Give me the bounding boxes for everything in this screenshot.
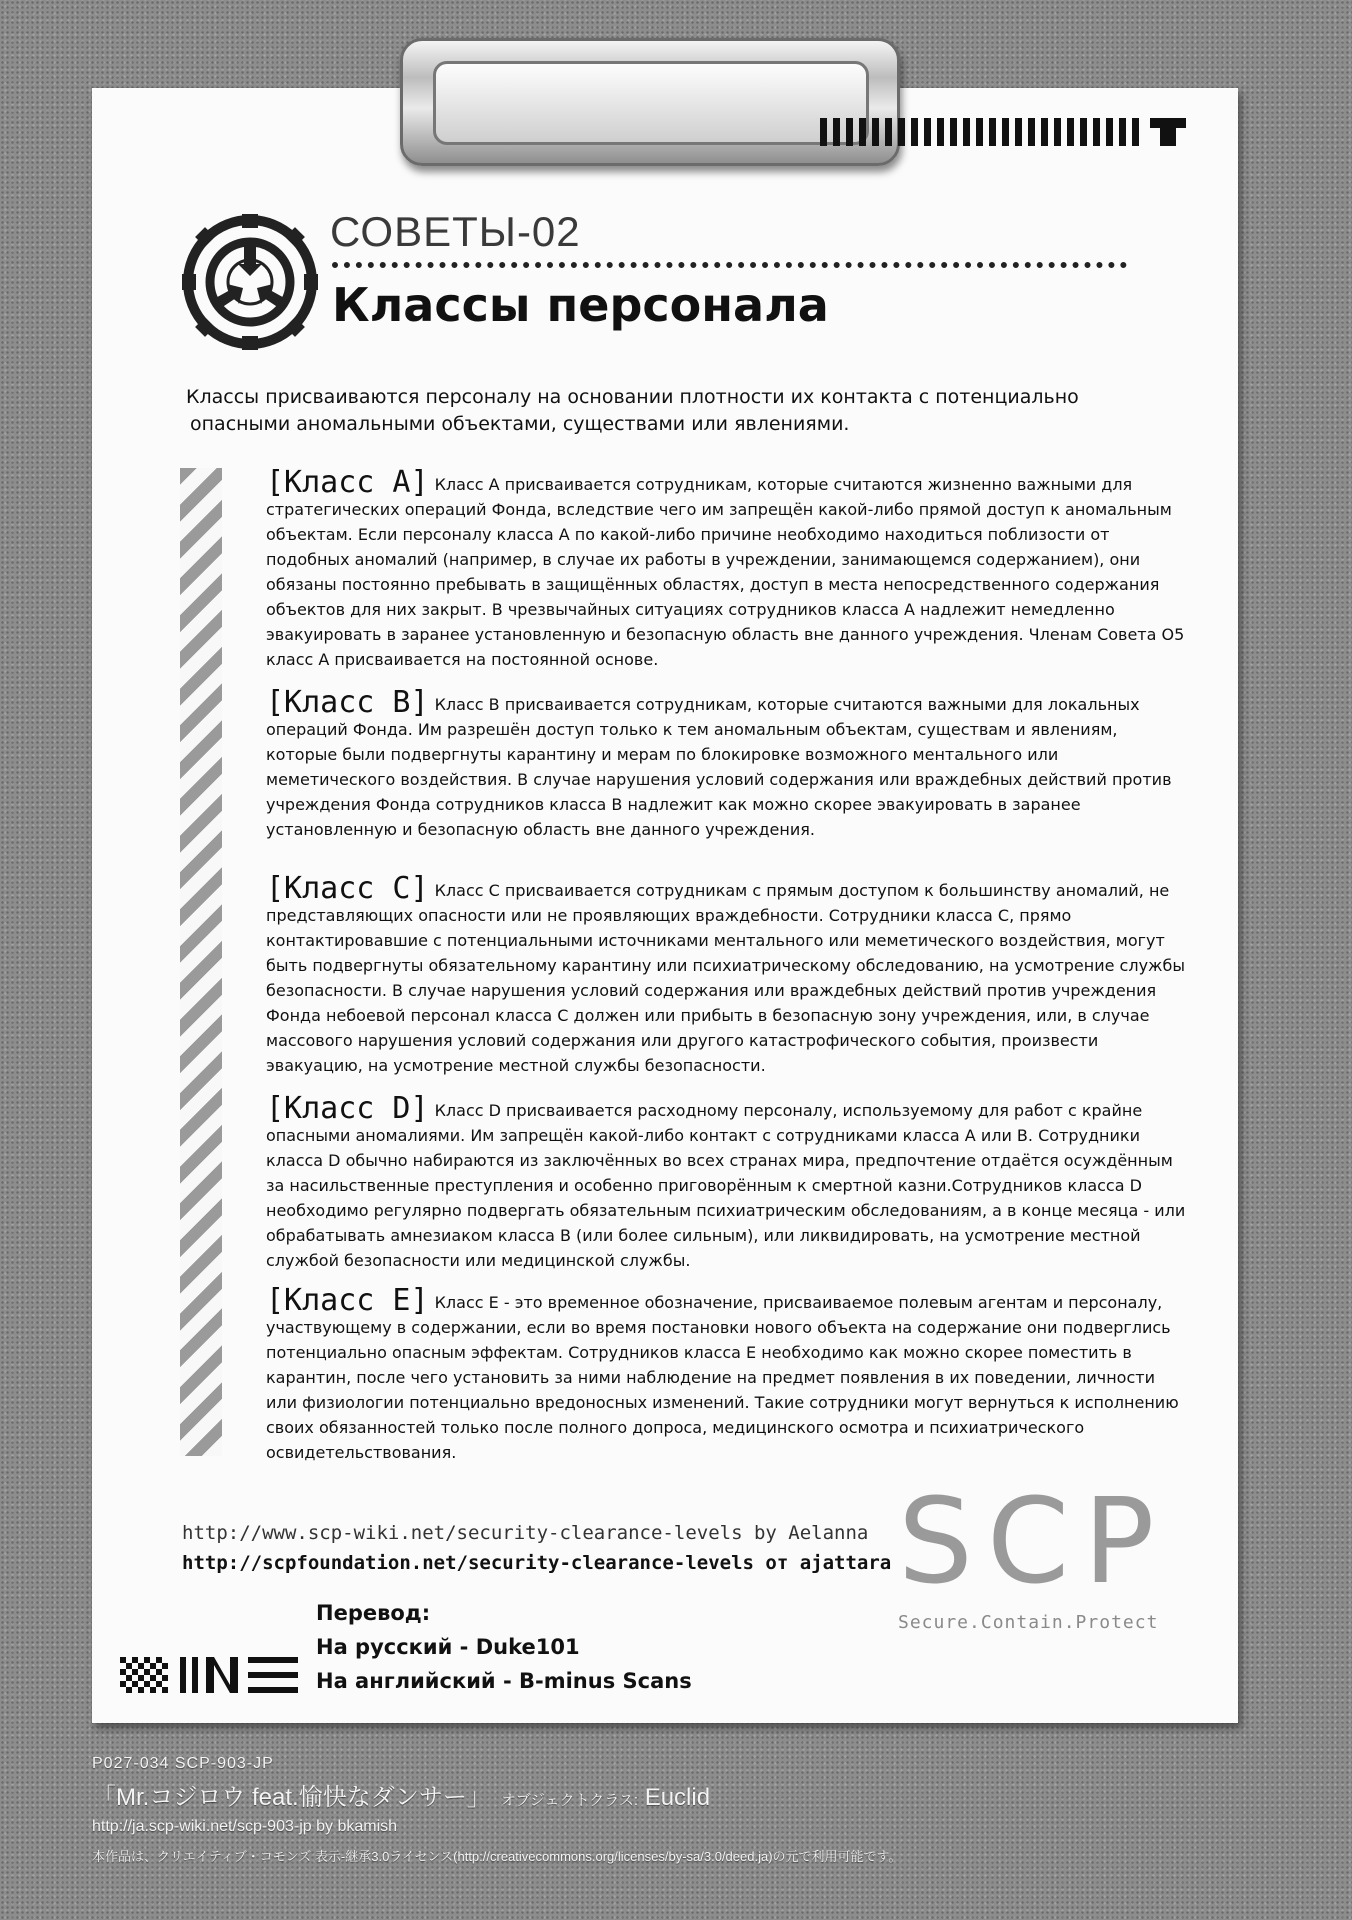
barcode-t-stem [1160, 128, 1176, 146]
footer-title-line [92, 1777, 901, 1812]
page-title: СОВЕТЫ-02 [330, 208, 581, 255]
barcode-t-mark [1150, 118, 1186, 128]
object-class-value: Euclid [644, 1784, 711, 1811]
intro-line: опасными аномальными объектами, существами или явлениями. [190, 413, 850, 435]
class-a-text: Класс А присваивается сотрудникам, которые считаются жизненно важными для стратегических операций Фонда, вследствие чего им запрещён какой-либо прямой доступ к аномальным объектам. Если персоналу класса А по какой-либо причине необходимо находиться поблизости от подобных аномалий (например, в случае их работы в учреждении, занимающемся содержанием), они обязаны постоянно пребывать в защищённых областях, доступ в места непосредственного содержания объектов для них закрыт. В чрезвычайных ситуациях сотрудников класса А надлежит немедленно эвакуировать в заранее установленную и безопасную область вне данного учреждения. Членам Совета О5 класс А присваивается на постоянной основе. [266, 475, 1185, 669]
class-d-tag: [Класс D] [266, 1091, 429, 1126]
class-c-text: Класс C присваивается сотрудникам с прямым доступом к большинству аномалий, не представляющих опасности или не проявляющих враждебности. Сотрудники класса C, прямо контактировавшие с потенциальными источниками ментального или меметического воздействия, могут быть подвергнуты обязательному карантину или психиатрическому обследованию, на усмотрение службы безопасности. В случае нарушения условий содержания или враждебных действий против учреждения Фонда небоевой персонал класса C должен или прибыть в безопасную зону учреждения, или, в случае массового нарушения условий содержания или другого катастрофического события, произвести эвакуацию, на усмотрение местной службы безопасности. [266, 881, 1185, 1075]
class-b-tag: [Класс B] [266, 685, 429, 720]
translation-ru: На русский - Duke101 [316, 1635, 580, 1659]
class-c-block [266, 871, 1186, 1078]
class-e-tag: [Класс E] [266, 1283, 429, 1318]
class-e-block [266, 1283, 1186, 1465]
source-link-ru[interactable]: http://scpfoundation.net/security-clearance-levels от ajattara [182, 1552, 892, 1574]
clip-window [433, 61, 869, 145]
barcode-strip [820, 118, 1139, 146]
dotted-divider [332, 262, 1127, 268]
clipboard-clip [400, 38, 900, 166]
class-c-tag: [Класс C] [266, 871, 429, 906]
footer-title: 「Mr.コジロウ feat.愉快なダンサー」 [92, 1784, 491, 1811]
class-b-text: Класс B присваивается сотрудникам, которые считаются важными для локальных операций Фонда. Им разрешён доступ только к тем аномальным объектам, существам и явлениям, которые были подвергнуты карантину и мерам по блокировке возможного ментального или меметического воздействия. В случае нарушения условий содержания или враждебных действий против учреждения Фонда сотрудников класса B надлежит как можно скорее эвакуировать в заранее установленную и безопасную область вне данного учреждения. [266, 695, 1172, 839]
source-link-en[interactable]: http://www.scp-wiki.net/security-clearance-levels by Aelanna [182, 1522, 869, 1544]
class-d-block [266, 1091, 1186, 1273]
class-d-text: Класс D присваивается расходному персоналу, используемому для работ с крайне опасными аномалиями. Им запрещён какой-либо контакт с сотрудниками класса A или B. Сотрудники класса D обычно набираются из заключённых во всех странах мира, предпочтение отдаётся осуждённым за насильственные преступления и особенно приговорённым к смертной казни.Сотрудников класса D необходимо регулярно подвергать обязательным психиатрическим обследованиям, а в конце месяца - или обрабатывать амнезиаком класса B (или более сильным), или ликвидировать, на усмотрение местной службой безопасности или медицинской службы. [266, 1101, 1186, 1270]
hazard-stripes [180, 468, 222, 1456]
scp-logo-icon [180, 212, 320, 352]
class-a-block [266, 465, 1186, 672]
page-footer [92, 1755, 901, 1865]
page-subtitle: Классы персонала [332, 278, 829, 332]
source-links [182, 1518, 891, 1578]
footer-code: P027-034 SCP-903-JP [92, 1755, 274, 1772]
checker-mark-icon [120, 1657, 300, 1693]
translation-credits [316, 1596, 692, 1698]
object-class-label: オブジェクトクラス: [500, 1792, 639, 1809]
class-e-text: Класс E - это временное обозначение, присваиваемое полевым агентам и персоналу, участвующему в содержании, если во время постановки нового объекта на содержание они подверглись потенциально опасным эффектам. Сотрудников класса E необходимо как можно скорее поместить в карантин, после чего установить за ними наблюдение на предмет появления в их поведении, личности или физиологии потенциально вредоносных изменений. Такие сотрудники могут вернуться к исполнению своих обязанностей только после полного допроса, медицинского осмотра и психиатрического освидетельствования. [266, 1293, 1179, 1462]
footer-license: 本作品は、クリエイティブ・コモンズ 表示-継承3.0ライセンス(http://creativecommons.org/licenses/by-sa/3.0/deed.ja)の元で利用可能です。 [92, 1849, 902, 1864]
scp-wordmark: SCP [898, 1472, 1169, 1610]
class-a-tag: [Класс А] [266, 465, 429, 500]
intro-paragraph [186, 384, 1136, 438]
intro-line: Классы присваиваются персоналу на основании плотности их контакта с потенциально [186, 386, 1079, 408]
translation-heading: Перевод: [316, 1601, 431, 1625]
footer-url[interactable]: http://ja.scp-wiki.net/scp-903-jp by bkamish [92, 1818, 398, 1835]
translation-en: На английский - B-minus Scans [316, 1669, 692, 1693]
class-b-block [266, 685, 1186, 842]
scp-motto: Secure.Contain.Protect [898, 1612, 1159, 1633]
